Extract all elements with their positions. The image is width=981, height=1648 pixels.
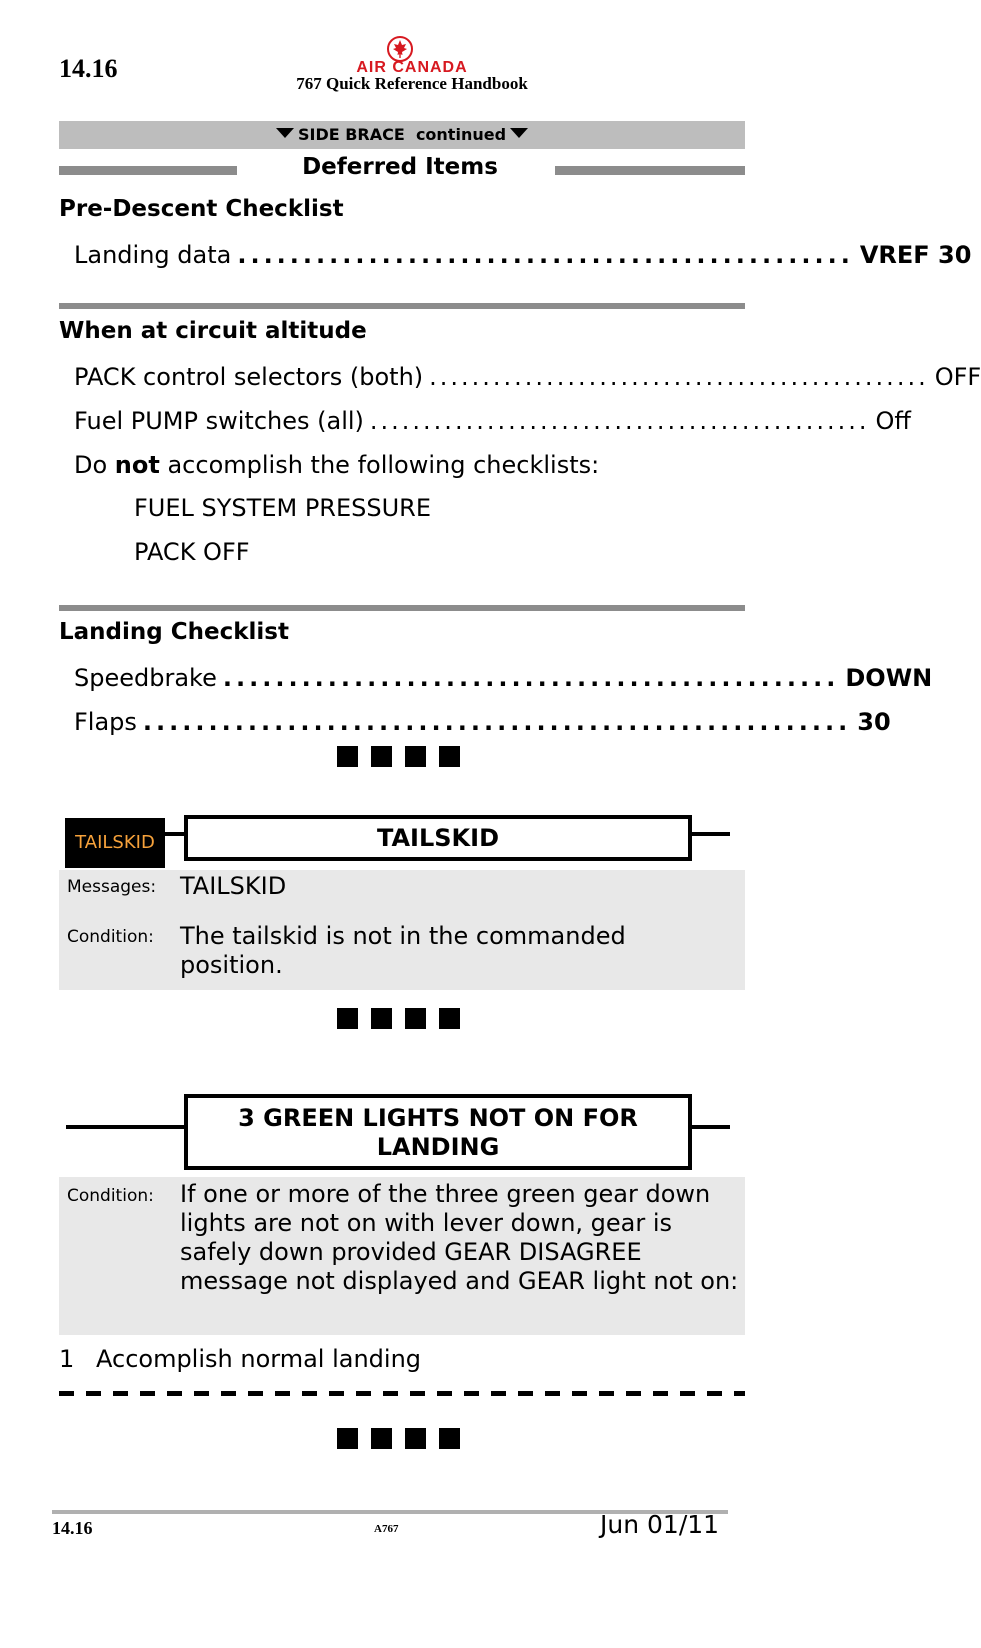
checklist-item	[74, 664, 933, 692]
item-value: DOWN	[845, 664, 933, 692]
condition-label: Condition:	[67, 927, 154, 947]
divider	[59, 166, 237, 175]
circuit-note	[74, 451, 599, 479]
messages-value: TAILSKID	[180, 872, 287, 900]
item-label: PACK control selectors (both)	[74, 363, 424, 391]
checklist-item	[74, 407, 911, 435]
title-line-1: 3 GREEN LIGHTS NOT ON FOR	[238, 1104, 638, 1132]
triangle-down-icon	[510, 128, 528, 138]
circuit-title: When at circuit altitude	[59, 318, 367, 344]
triangle-down-icon	[276, 128, 294, 138]
dot-leader: ......................................................	[142, 708, 852, 736]
item-label: Speedbrake	[74, 664, 217, 692]
checklist-item	[74, 363, 981, 391]
dot-leader: ...............................................	[237, 241, 854, 269]
footer-model: A767	[374, 1523, 399, 1535]
end-mark	[337, 1428, 460, 1449]
title-line-2: LANDING	[376, 1133, 500, 1161]
end-mark	[337, 746, 460, 767]
dot-leader: ...............................................	[222, 664, 840, 692]
step-number: 1	[59, 1345, 75, 1373]
checklist-name: PACK OFF	[134, 538, 250, 566]
title-rule	[165, 832, 185, 836]
deferred-items-title: Deferred Items	[302, 154, 498, 180]
tailskid-title: TAILSKID	[184, 815, 692, 861]
handbook-title: 767 Quick Reference Handbook	[296, 74, 528, 93]
item-value: Off	[875, 407, 911, 435]
messages-label: Messages:	[67, 877, 157, 897]
pre-descent-title: Pre-Descent Checklist	[59, 196, 344, 222]
condition-value: If one or more of the three green gear down lights are not on with lever down, gear is safely down provided GEAR DISAGREE message not displayed and GEAR light not on:	[180, 1180, 739, 1295]
checklist-item	[74, 241, 972, 269]
condition-value: The tailskid is not in the commanded position.	[180, 922, 626, 979]
continued-label: SIDE BRACE continued	[297, 125, 507, 144]
note-bold: not	[114, 451, 160, 479]
item-value: 30	[857, 708, 891, 736]
brand-name: AIR CANADA	[356, 59, 468, 76]
item-label: Flaps	[74, 708, 137, 736]
page-number: 14.16	[59, 54, 118, 83]
dot-leader: ...............................................	[429, 363, 929, 391]
item-value: OFF	[934, 363, 981, 391]
divider	[59, 605, 745, 611]
dot-leader: ...............................................	[369, 407, 870, 435]
item-label: Landing data	[74, 241, 232, 269]
item-value: VREF 30	[859, 241, 972, 269]
note-suffix: accomplish the following checklists:	[159, 451, 600, 479]
step-text: Accomplish normal landing	[96, 1345, 422, 1373]
continued-bar	[59, 121, 745, 149]
checklist-item	[74, 708, 891, 736]
footer-page-number: 14.16	[52, 1518, 93, 1538]
landing-title: Landing Checklist	[59, 619, 289, 645]
eicas-alert-tailskid: TAILSKID	[65, 818, 165, 868]
dashed-divider	[59, 1391, 745, 1396]
divider	[555, 166, 745, 175]
condition-label: Condition:	[67, 1186, 154, 1206]
title-rule	[66, 1125, 186, 1129]
title-rule	[690, 1125, 730, 1129]
footer-date: Jun 01/11	[600, 1510, 720, 1539]
end-mark	[337, 1008, 460, 1029]
divider	[59, 303, 745, 309]
note-prefix: Do	[74, 451, 115, 479]
checklist-name: FUEL SYSTEM PRESSURE	[134, 494, 432, 522]
item-label: Fuel PUMP switches (all)	[74, 407, 364, 435]
title-rule	[690, 832, 730, 836]
green-lights-title	[184, 1094, 692, 1170]
